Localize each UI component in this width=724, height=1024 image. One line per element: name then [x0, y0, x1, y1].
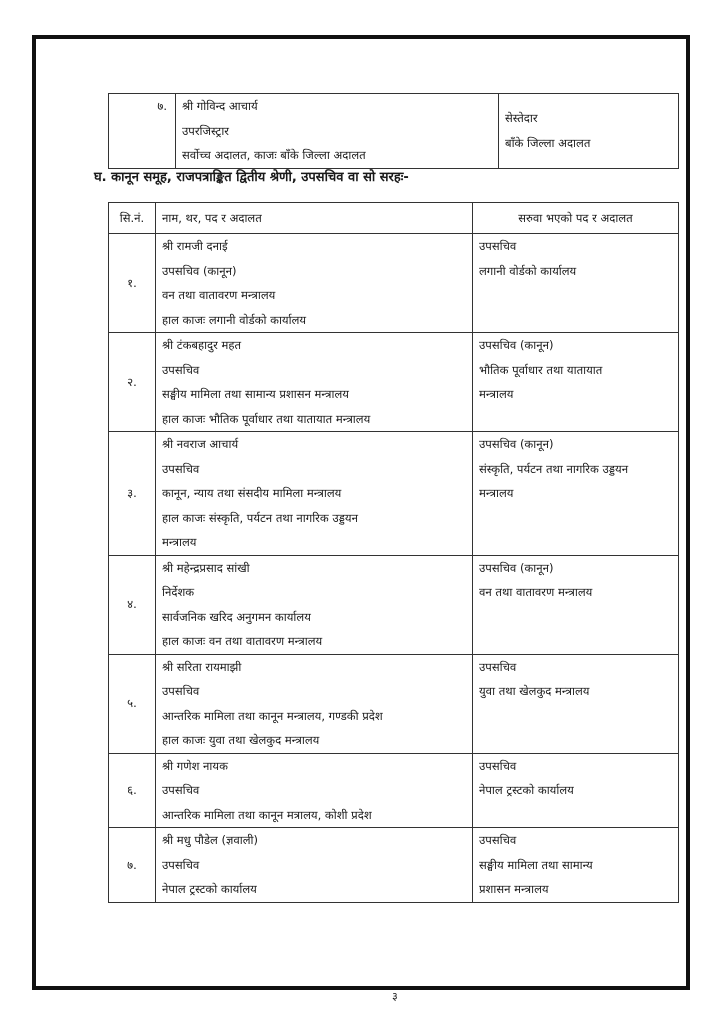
name-cell	[156, 333, 473, 432]
name-cell	[156, 555, 473, 654]
table-header-row	[109, 203, 679, 234]
cell-line: श्री गोविन्द आचार्य	[182, 99, 258, 113]
destination-cell	[473, 555, 679, 654]
cell-line: श्री सरिता रायमाझी	[162, 659, 242, 674]
table-row	[109, 234, 679, 333]
header-name: नाम, थर, पद र अदालत	[156, 203, 473, 234]
table-row	[109, 753, 679, 828]
cell-line: हाल काजः भौतिक पूर्वाधार तथा यातायात मन्त्रालय	[162, 411, 371, 426]
header-serial: सि.नं.	[109, 203, 156, 234]
cell-line: आन्तरिक मामिला तथा कानून मन्त्रालय, गण्डकी प्रदेश	[162, 708, 383, 723]
header-destination: सरुवा भएको पद र अदालत	[473, 203, 679, 234]
cell-line: श्री टंकबहादुर महत	[162, 338, 242, 352]
serial-number: ३.	[109, 432, 156, 556]
table-row	[109, 654, 679, 753]
cell-line: सङ्घीय मामिला तथा सामान्य प्रशासन मन्त्रालय	[162, 387, 349, 401]
name-cell	[176, 94, 499, 169]
cell-line: उपसचिव (कानून)	[479, 560, 554, 575]
destination-cell	[473, 828, 679, 903]
cell-line: श्री मधु पौडेल (ज्ञवाली)	[162, 833, 258, 847]
cell-line: युवा तथा खेलकुद मन्त्रालय	[479, 684, 590, 698]
page-number: ३	[392, 990, 398, 1003]
name-cell	[156, 432, 473, 556]
name-cell	[156, 753, 473, 828]
cell-line: श्री महेन्द्रप्रसाद सांखी	[162, 560, 250, 575]
cell-line: उपसचिव (कानून)	[479, 437, 554, 451]
cell-line: उपसचिव	[479, 659, 517, 674]
destination-cell	[473, 333, 679, 432]
cell-line: लगानी वोर्डको कार्यालय	[479, 263, 577, 278]
destination-cell	[473, 432, 679, 556]
destination-cell	[499, 94, 679, 169]
cell-line: श्री गणेश नायक	[162, 758, 228, 773]
name-cell	[156, 654, 473, 753]
table-row	[109, 94, 679, 169]
cell-line: वन तथा वातावरण मन्त्रालय	[162, 288, 276, 302]
cell-line: नेपाल ट्रस्टको कार्यालय	[162, 882, 257, 896]
name-cell	[156, 828, 473, 903]
destination-cell	[473, 234, 679, 333]
cell-line: हाल काजः युवा तथा खेलकुद मन्त्रालय	[162, 733, 320, 747]
cell-line: नेपाल ट्रस्टको कार्यालय	[479, 783, 574, 797]
section-heading: घ. कानून समूह, राजपत्राङ्कित द्वितीय श्रेणी, उपसचिव वा सो सरहः-	[94, 170, 409, 185]
cell-line: निर्देशक	[162, 585, 195, 599]
serial-number: ७.	[109, 828, 156, 903]
serial-number: १.	[109, 234, 156, 333]
cell-line: भौतिक पूर्वाधार तथा यातायात	[479, 362, 603, 377]
cell-line: हाल काजः वन तथा वातावरण मन्त्रालय	[162, 634, 323, 648]
cell-line: प्रशासन मन्त्रालय	[479, 882, 549, 896]
table-row	[109, 555, 679, 654]
cell-line: उपसचिव	[479, 758, 517, 773]
destination-cell	[473, 654, 679, 753]
cell-line: उपसचिव	[162, 783, 200, 797]
cell-line: सार्वजनिक खरिद अनुगमन कार्यालय	[162, 609, 311, 624]
serial-number: ६.	[109, 753, 156, 828]
cell-line: बाँके जिल्ला अदालत	[505, 135, 591, 150]
cell-line: सेस्तेदार	[505, 111, 538, 126]
transfer-table	[108, 202, 679, 903]
cell-line: उपरजिस्ट्रार	[182, 123, 230, 138]
cell-line: श्री रामजी दनाई	[162, 239, 228, 253]
cell-line: हाल काजः लगानी वोर्डको कार्यालय	[162, 312, 307, 327]
cell-line: उपसचिव	[162, 461, 200, 476]
destination-cell	[473, 753, 679, 828]
cell-line: उपसचिव (कानून)	[162, 263, 237, 278]
table-row	[109, 432, 679, 556]
serial-number: ४.	[109, 555, 156, 654]
cell-line: मन्त्रालय	[479, 387, 514, 401]
cell-line: हाल काजः संस्कृति, पर्यटन तथा नागरिक उड्डयन	[162, 510, 358, 525]
cell-line: संस्कृति, पर्यटन तथा नागरिक उड्डयन	[479, 461, 629, 476]
cell-line: कानून, न्याय तथा संसदीय मामिला मन्त्रालय	[162, 486, 342, 500]
table-row	[109, 333, 679, 432]
cell-line: उपसचिव	[162, 362, 200, 377]
cell-line: उपसचिव (कानून)	[479, 338, 554, 352]
cell-line: मन्त्रालय	[479, 486, 514, 500]
cell-line: उपसचिव	[162, 857, 200, 872]
serial-number: ७.	[109, 94, 176, 169]
cell-line: उपसचिव	[479, 239, 517, 253]
cell-line: श्री नवराज आचार्य	[162, 437, 239, 451]
cell-line: सङ्घीय मामिला तथा सामान्य	[479, 857, 593, 872]
name-cell	[156, 234, 473, 333]
serial-number: ५.	[109, 654, 156, 753]
cell-line: सर्वोच्च अदालत, काजः बाँके जिल्ला अदालत	[182, 148, 366, 162]
cell-line: उपसचिव	[162, 684, 200, 698]
cell-line: वन तथा वातावरण मन्त्रालय	[479, 585, 593, 599]
serial-number: २.	[109, 333, 156, 432]
cell-line: आन्तरिक मामिला तथा कानून मत्रालय, कोशी प्रदेश	[162, 807, 372, 822]
continued-table	[108, 93, 679, 169]
cell-line: मन्त्रालय	[162, 535, 197, 549]
table-row	[109, 828, 679, 903]
cell-line: उपसचिव	[479, 833, 517, 847]
